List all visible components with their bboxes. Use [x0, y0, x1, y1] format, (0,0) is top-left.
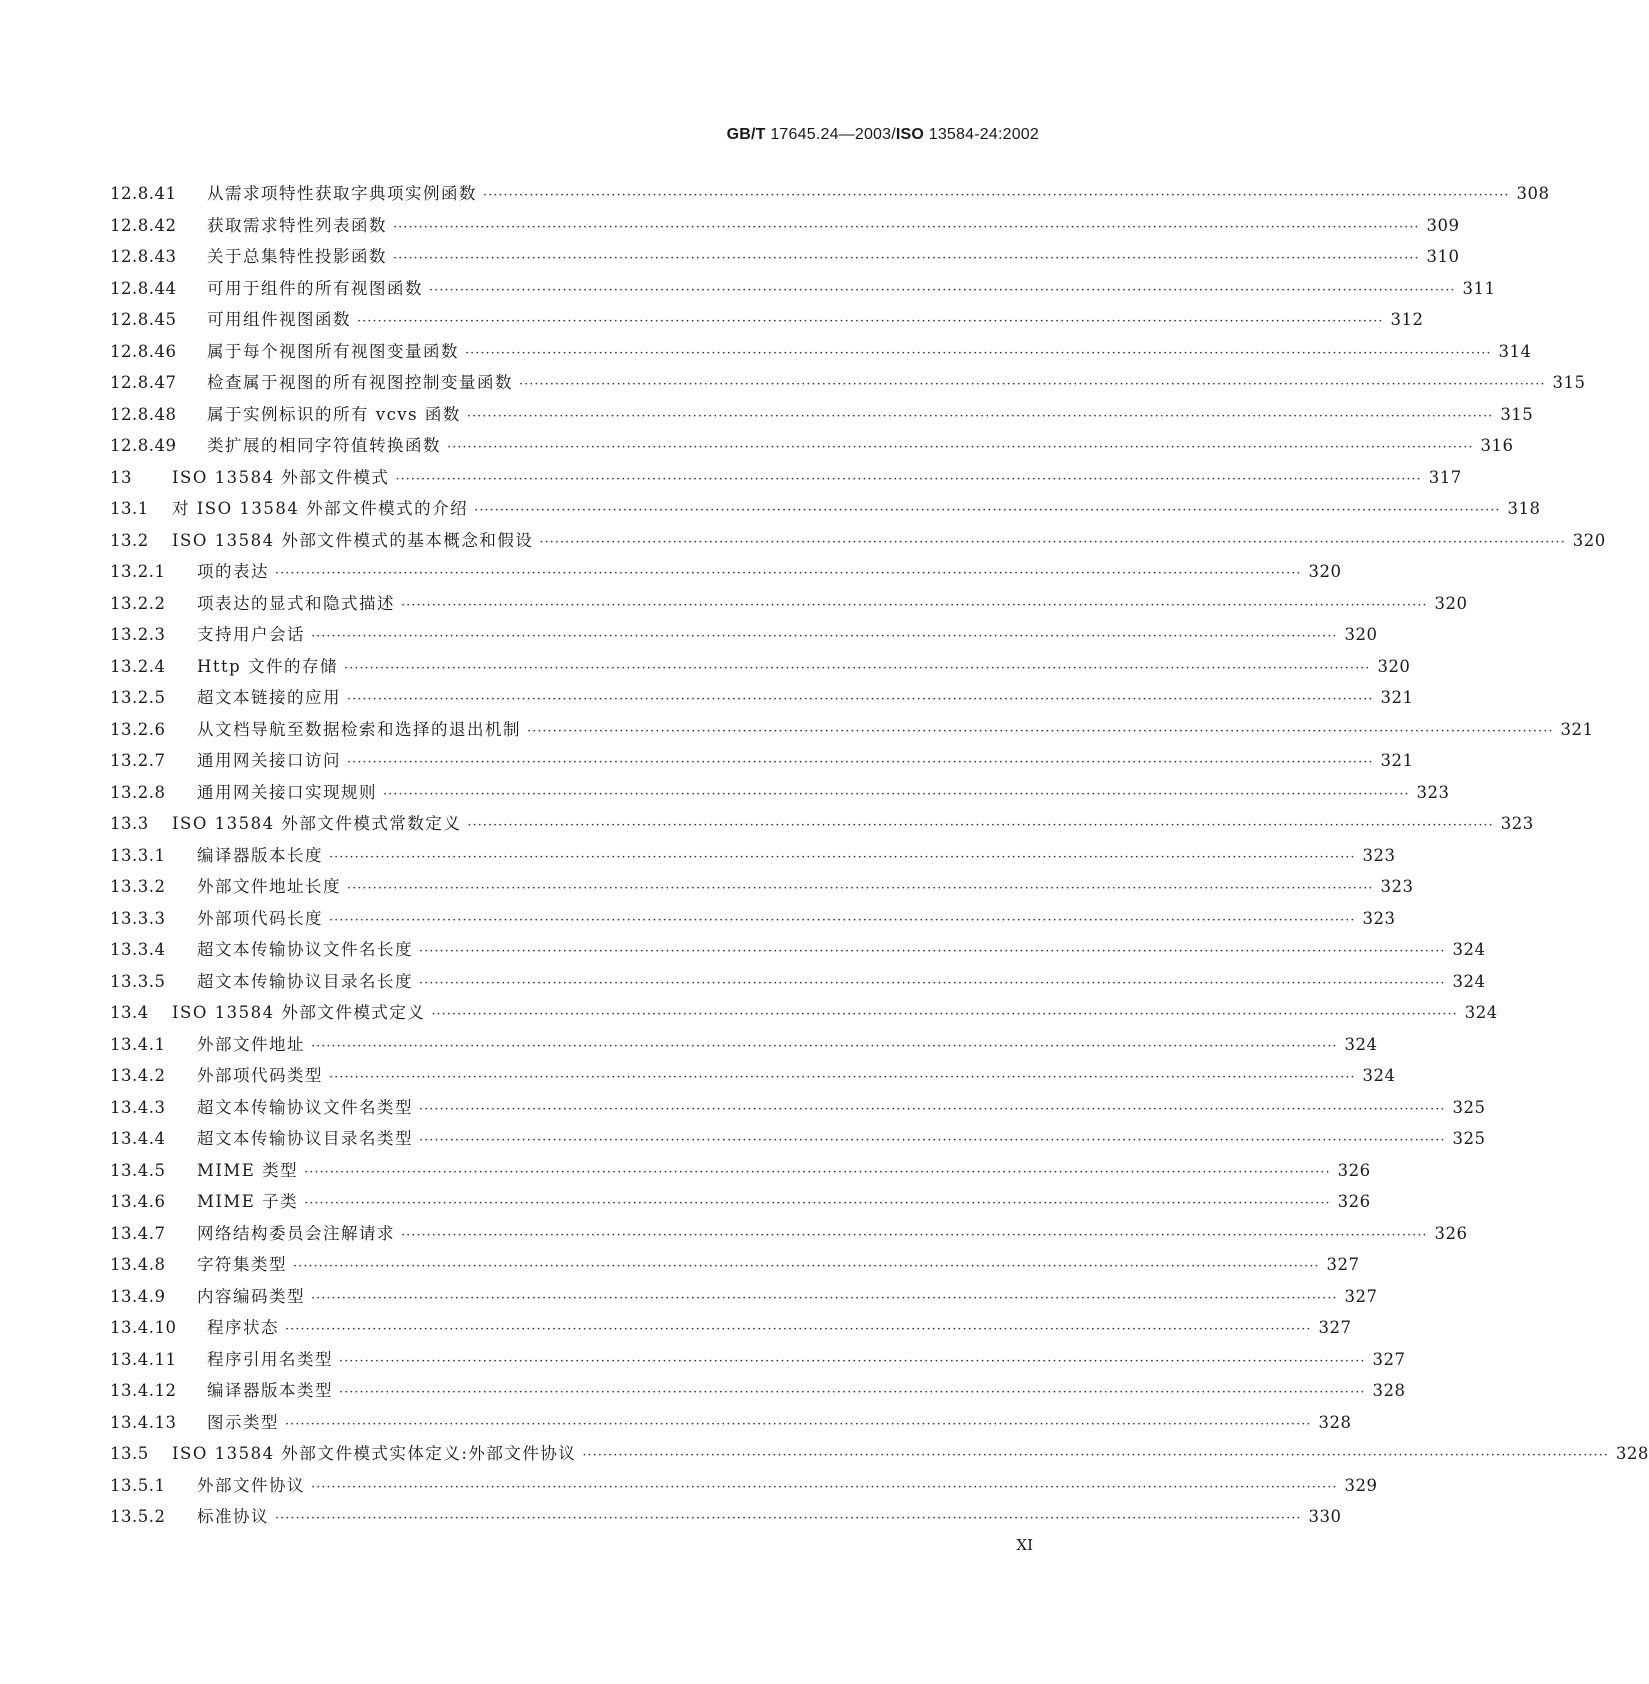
toc-entry-title: MIME 子类 [197, 1192, 299, 1211]
toc-entry-number: 12.8.45 [110, 310, 177, 329]
toc-leader-dots: ········································································································································································································ [539, 534, 1566, 550]
toc-entry-title: MIME 类型 [197, 1160, 299, 1180]
toc-entry-page: 315 [1500, 404, 1534, 424]
toc-entry-number: 12.8.49 [110, 436, 177, 455]
toc-leader-dots: ········································································································································································································ [467, 818, 1494, 833]
toc-entry-number: 13.5 [110, 1444, 149, 1463]
toc-entry-title: 项表达的显式和隐式描述 [197, 593, 395, 613]
toc-entry-title: ISO 13584 外部文件模式的基本概念和假设 [172, 530, 534, 550]
toc-entry-page: 321 [1380, 751, 1414, 770]
toc-entry[interactable] [110, 999, 1498, 1031]
toc-entry[interactable] [110, 1062, 1396, 1094]
toc-entry-page: 325 [1452, 1129, 1486, 1148]
toc-entry-page: 321 [1380, 688, 1414, 707]
toc-entry-title: 检查属于视图的所有视图控制变量函数 [207, 373, 513, 392]
toc-entry-number: 13.2.8 [110, 782, 166, 802]
toc-entry-number: 12.8.44 [110, 278, 177, 298]
toc-entry-title: 对 ISO 13584 外部文件模式的介绍 [172, 499, 469, 518]
toc-entry-number: 13.4.4 [110, 1129, 166, 1148]
toc-entry-page: 311 [1462, 278, 1496, 298]
toc-entry[interactable] [110, 842, 1396, 874]
toc-entry-number: 13.2.2 [110, 593, 166, 613]
toc-entry[interactable] [110, 1440, 1649, 1472]
toc-entry[interactable] [110, 369, 1586, 401]
toc-entry-page: 320 [1434, 593, 1468, 613]
toc-entry-title: 可用组件视图函数 [207, 310, 351, 329]
toc-entry-number: 12.8.46 [110, 341, 177, 361]
toc-entry-page: 317 [1428, 467, 1462, 487]
toc-leader-dots: ········································································································································································································ [329, 1070, 1356, 1085]
toc-entry[interactable] [110, 306, 1424, 338]
toc-entry-page: 330 [1308, 1507, 1342, 1526]
toc-entry-number: 13.3.3 [110, 908, 166, 928]
toc-entry-title: 关于总集特性投影函数 [207, 247, 387, 266]
toc-entry-number: 13.1 [110, 499, 149, 518]
toc-entry-title: 支持用户会话 [197, 625, 305, 644]
toc-entry-title: 字符集类型 [197, 1255, 287, 1274]
toc-entry-page: 327 [1318, 1318, 1352, 1337]
toc-entry-number: 13.4.3 [110, 1097, 166, 1117]
toc-entry[interactable] [110, 1094, 1486, 1126]
toc-entry-number: 12.8.48 [110, 404, 177, 424]
toc-entry-page: 324 [1344, 1034, 1378, 1054]
toc-entry-title: 获取需求特性列表函数 [207, 215, 387, 235]
toc-leader-dots: ········································································································································································································ [393, 219, 1420, 235]
toc-entry-page: 323 [1380, 877, 1414, 896]
toc-leader-dots: ········································································································································································································ [339, 1385, 1366, 1400]
toc-entry-title: 外部文件地址 [197, 1034, 305, 1054]
toc-entry-title: 属于每个视图所有视图变量函数 [207, 341, 459, 361]
toc-leader-dots: ········································································································································································································ [329, 849, 1356, 865]
iso-number: 13584-24:2002 [928, 126, 1039, 143]
toc-leader-dots: ········································································································································································································ [519, 377, 1546, 392]
toc-entry-number: 13 [110, 467, 132, 487]
toc-entry-page: 324 [1362, 1066, 1396, 1085]
toc-entry[interactable] [110, 621, 1378, 653]
toc-entry[interactable] [110, 1220, 1468, 1252]
toc-entry-title: ISO 13584 外部文件模式定义 [172, 1003, 426, 1022]
toc-entry[interactable] [110, 1125, 1486, 1157]
toc-entry-number: 13.2.1 [110, 562, 166, 581]
toc-entry-number: 13.4.10 [110, 1318, 177, 1337]
toc-leader-dots: ········································································································································································································ [275, 566, 1302, 581]
document-header [727, 126, 1039, 144]
toc-entry-page: 326 [1434, 1223, 1468, 1243]
standard-number: 17645.24—2003/ [770, 126, 896, 143]
toc-entry-title: 可用于组件的所有视图函数 [207, 278, 423, 298]
toc-entry-title: 通用网关接口实现规则 [197, 782, 377, 802]
toc-leader-dots: ········································································································································································································ [383, 786, 1410, 802]
toc-entry-number: 13.4.1 [110, 1034, 166, 1054]
toc-entry[interactable] [110, 212, 1460, 244]
toc-entry-title: ISO 13584 外部文件模式实体定义:外部文件协议 [172, 1444, 577, 1463]
toc-leader-dots: ········································································································································································································ [347, 881, 1374, 896]
toc-entry-page: 309 [1426, 215, 1460, 235]
toc-entry-page: 324 [1464, 1003, 1498, 1022]
toc-leader-dots: ········································································································································································································ [419, 1133, 1446, 1148]
toc-entry[interactable] [110, 180, 1550, 212]
toc-entry-title: 外部文件地址长度 [197, 877, 341, 896]
toc-entry-title: 从文档导航至数据检索和选择的退出机制 [197, 719, 521, 739]
toc-entry-page: 323 [1362, 845, 1396, 865]
toc-entry-number: 13.4.12 [110, 1381, 177, 1400]
toc-entry-page: 327 [1344, 1286, 1378, 1306]
toc-entry-number: 12.8.47 [110, 373, 177, 392]
toc-entry-title: 项的表达 [197, 562, 269, 581]
toc-leader-dots: ········································································································································································································ [393, 251, 1420, 266]
toc-entry[interactable] [110, 1377, 1406, 1409]
toc-entry-page: 325 [1452, 1097, 1486, 1117]
toc-entry-page: 327 [1326, 1255, 1360, 1274]
toc-entry-page: 321 [1560, 719, 1594, 739]
toc-entry-number: 13.3.5 [110, 971, 166, 991]
toc-entry[interactable] [110, 1283, 1378, 1315]
toc-leader-dots: ········································································································································································································ [311, 1038, 1338, 1054]
toc-entry-title: ISO 13584 外部文件模式 [172, 467, 390, 487]
toc-entry[interactable] [110, 432, 1514, 464]
toc-leader-dots: ········································································································································································································ [275, 1511, 1302, 1526]
toc-entry-page: 320 [1344, 625, 1378, 644]
toc-entry-title: 超文本传输协议文件名类型 [197, 1097, 413, 1117]
toc-leader-dots: ········································································································································································································ [419, 975, 1446, 991]
toc-entry[interactable] [110, 1314, 1352, 1346]
toc-entry-page: 320 [1572, 530, 1606, 550]
toc-entry-number: 12.8.41 [110, 184, 177, 203]
toc-entry-number: 13.5.2 [110, 1507, 166, 1526]
toc-entry-title: 图示类型 [207, 1412, 279, 1432]
toc-entry[interactable] [110, 936, 1486, 968]
toc-entry[interactable] [110, 684, 1414, 716]
toc-entry-number: 13.4.8 [110, 1255, 166, 1274]
toc-entry[interactable] [110, 1503, 1342, 1535]
toc-leader-dots: ········································································································································································································ [395, 471, 1422, 487]
page-number-footer: XI [1016, 1536, 1033, 1554]
toc-leader-dots: ········································································································································································································ [419, 1101, 1446, 1117]
toc-entry-page: 326 [1337, 1192, 1371, 1211]
toc-entry-page: 324 [1452, 971, 1486, 991]
toc-entry-number: 13.4.13 [110, 1412, 177, 1432]
toc-leader-dots: ········································································································································································································ [311, 1479, 1338, 1495]
toc-entry-page: 324 [1452, 940, 1486, 959]
toc-entry-page: 310 [1426, 247, 1460, 266]
toc-leader-dots: ········································································································································································································ [474, 503, 1501, 518]
toc-entry-number: 13.3 [110, 814, 149, 833]
toc-entry-number: 13.2.6 [110, 719, 166, 739]
toc-entry[interactable] [110, 464, 1462, 496]
toc-entry-title: 编译器版本长度 [197, 845, 323, 865]
toc-entry[interactable] [110, 243, 1460, 275]
toc-entry-page: 327 [1372, 1349, 1406, 1369]
toc-entry-number: 13.3.2 [110, 877, 166, 896]
toc-entry-title: ISO 13584 外部文件模式常数定义 [172, 814, 462, 833]
toc-entry-number: 13.2.3 [110, 625, 166, 644]
toc-entry[interactable] [110, 747, 1414, 779]
toc-entry-number: 12.8.42 [110, 215, 177, 235]
toc-leader-dots: ········································································································································································································ [329, 912, 1356, 928]
toc-leader-dots: ········································································································································································································ [527, 723, 1554, 739]
toc-entry-number: 13.5.1 [110, 1475, 166, 1495]
toc-entry-number: 12.8.43 [110, 247, 177, 266]
toc-entry-number: 13.4.6 [110, 1192, 166, 1211]
toc-entry-page: 318 [1507, 499, 1541, 518]
toc-entry-page: 323 [1416, 782, 1450, 802]
toc-entry[interactable] [110, 527, 1606, 559]
toc-entry-page: 314 [1498, 341, 1532, 361]
toc-entry-title: 外部项代码类型 [197, 1066, 323, 1085]
toc-leader-dots: ········································································································································································································ [293, 1259, 1320, 1274]
toc-entry-page: 323 [1500, 814, 1534, 833]
toc-entry[interactable] [110, 653, 1411, 685]
toc-leader-dots: ········································································································································································································ [431, 1007, 1458, 1022]
toc-entry-title: 编译器版本类型 [207, 1381, 333, 1400]
toc-leader-dots: ········································································································································································································ [311, 629, 1338, 644]
toc-entry[interactable] [110, 1188, 1371, 1220]
toc-entry-page: 328 [1615, 1444, 1649, 1463]
toc-leader-dots: ········································································································································································································ [419, 944, 1446, 959]
toc-leader-dots: ········································································································································································································ [483, 188, 1510, 203]
toc-entry-title: 网络结构委员会注解请求 [197, 1223, 395, 1243]
toc-leader-dots: ········································································································································································································ [466, 408, 1494, 424]
toc-entry-number: 13.3.4 [110, 940, 166, 959]
toc-entry-number: 13.4 [110, 1003, 149, 1022]
toc-entry[interactable] [110, 779, 1450, 811]
toc-entry[interactable] [110, 590, 1468, 622]
toc-entry[interactable] [110, 810, 1534, 842]
toc-entry[interactable] [110, 338, 1532, 370]
toc-entry-page: 316 [1480, 436, 1514, 455]
toc-leader-dots: ········································································································································································································ [347, 755, 1374, 770]
toc-entry[interactable] [110, 716, 1594, 748]
toc-entry[interactable] [110, 873, 1414, 905]
toc-entry[interactable] [110, 905, 1396, 937]
iso-prefix: ISO [895, 126, 925, 143]
toc-entry-page: 315 [1552, 373, 1586, 392]
toc-leader-dots: ········································································································································································································ [304, 1164, 1331, 1180]
toc-entry-title: 从需求项特性获取字典项实例函数 [207, 184, 477, 203]
toc-leader-dots: ········································································································································································································ [429, 282, 1456, 298]
toc-leader-dots: ········································································································································································································ [447, 440, 1474, 455]
toc-entry-number: 13.4.9 [110, 1286, 166, 1306]
table-of-contents [110, 180, 1649, 1535]
toc-entry-number: 13.2.5 [110, 688, 166, 707]
toc-entry-number: 13.2.7 [110, 751, 166, 770]
toc-entry[interactable] [110, 1251, 1360, 1283]
toc-entry-title: 超文本传输协议文件名长度 [197, 940, 413, 959]
toc-leader-dots: ········································································································································································································ [357, 314, 1384, 329]
toc-leader-dots: ········································································································································································································ [285, 1416, 1312, 1432]
toc-leader-dots: ········································································································································································································ [311, 1290, 1338, 1306]
toc-entry[interactable] [110, 1031, 1378, 1063]
toc-entry-number: 13.4.11 [110, 1349, 177, 1369]
toc-entry-page: 328 [1318, 1412, 1352, 1432]
toc-entry-title: Http 文件的存储 [197, 656, 338, 676]
toc-entry-title: 超文本传输协议目录名类型 [197, 1129, 413, 1148]
toc-entry-page: 320 [1377, 656, 1411, 676]
toc-entry[interactable] [110, 401, 1534, 433]
toc-entry[interactable] [110, 1346, 1406, 1378]
toc-leader-dots: ········································································································································································································ [401, 1227, 1428, 1243]
toc-entry-title: 外部文件协议 [197, 1475, 305, 1495]
toc-leader-dots: ········································································································································································································ [401, 597, 1428, 613]
toc-entry-title: 标准协议 [197, 1507, 269, 1526]
toc-entry-title: 属于实例标识的所有 vcvs 函数 [207, 404, 461, 424]
toc-entry-number: 13.2.4 [110, 656, 166, 676]
toc-entry-title: 外部项代码长度 [197, 908, 323, 928]
toc-entry-number: 13.2 [110, 530, 149, 550]
toc-leader-dots: ········································································································································································································ [582, 1448, 1609, 1463]
toc-entry[interactable] [110, 558, 1342, 590]
toc-entry[interactable] [110, 1157, 1371, 1189]
toc-entry-title: 超文本链接的应用 [197, 688, 341, 707]
toc-entry-title: 程序引用名类型 [207, 1349, 333, 1369]
toc-entry-title: 超文本传输协议目录名长度 [197, 971, 413, 991]
toc-entry[interactable] [110, 1409, 1352, 1441]
toc-entry-number: 13.4.5 [110, 1160, 166, 1180]
toc-entry-page: 328 [1372, 1381, 1406, 1400]
toc-entry-title: 类扩展的相同字符值转换函数 [207, 436, 441, 455]
toc-entry[interactable] [110, 1472, 1378, 1504]
toc-leader-dots: ········································································································································································································ [304, 1196, 1331, 1211]
toc-entry-number: 13.3.1 [110, 845, 166, 865]
toc-leader-dots: ········································································································································································································ [285, 1322, 1312, 1337]
toc-entry-page: 329 [1344, 1475, 1378, 1495]
toc-entry-title: 内容编码类型 [197, 1286, 305, 1306]
toc-entry[interactable] [110, 968, 1486, 1000]
toc-leader-dots: ········································································································································································································ [347, 692, 1374, 707]
toc-leader-dots: ········································································································································································································ [343, 660, 1371, 676]
toc-entry-page: 326 [1337, 1160, 1371, 1180]
toc-entry-number: 13.4.2 [110, 1066, 166, 1085]
toc-entry-title: 程序状态 [207, 1318, 279, 1337]
toc-entry-page: 320 [1308, 562, 1342, 581]
toc-entry-page: 323 [1362, 908, 1396, 928]
toc-entry-number: 13.4.7 [110, 1223, 166, 1243]
toc-leader-dots: ········································································································································································································ [465, 345, 1492, 361]
toc-entry[interactable] [110, 275, 1496, 307]
toc-entry-title: 通用网关接口访问 [197, 751, 341, 770]
toc-entry-page: 312 [1390, 310, 1424, 329]
toc-entry-page: 308 [1516, 184, 1550, 203]
standard-prefix: GB/T [726, 126, 766, 143]
toc-leader-dots: ········································································································································································································ [339, 1353, 1366, 1369]
toc-entry[interactable] [110, 495, 1541, 527]
